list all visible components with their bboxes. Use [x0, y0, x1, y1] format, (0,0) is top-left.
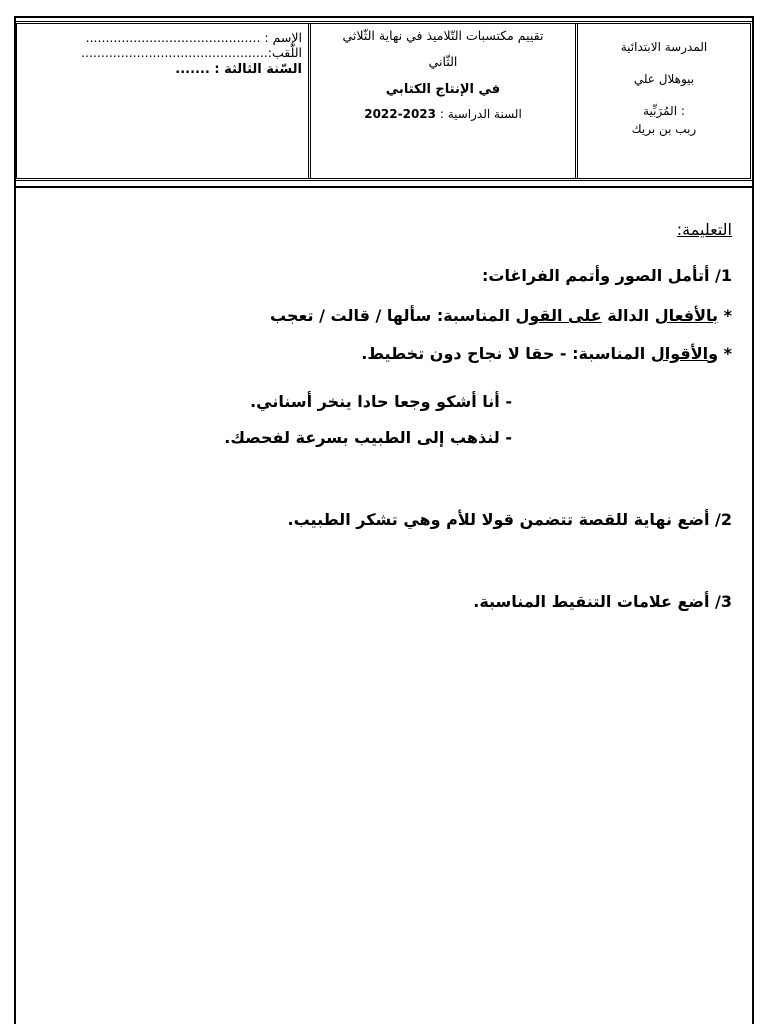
question-1-number: 1/	[715, 266, 732, 285]
question-3-number: 3/	[715, 592, 732, 611]
header-bottom-rule	[14, 186, 753, 188]
school-cell	[575, 24, 750, 178]
student-surname-row	[17, 45, 302, 60]
page-border-top	[14, 16, 753, 18]
verbs-options: المناسبة: سألها / قالت / تعجب	[270, 306, 516, 325]
student-name-label: الإسم :	[260, 30, 302, 45]
title-cell	[308, 24, 575, 178]
student-surname-field[interactable]: ...............................................	[81, 45, 268, 60]
student-cell	[17, 24, 308, 178]
exam-subject: في الإنتاج الكتابي	[385, 82, 501, 97]
verbs-prefix: *	[718, 306, 732, 325]
verbs-mid: الدالة	[601, 306, 655, 325]
school-year	[311, 107, 575, 121]
exam-term: الثّاني	[428, 54, 458, 69]
verbs-underlined-2: على القول	[515, 306, 602, 325]
student-grade-label: السّنة الثالثة :	[209, 62, 302, 77]
question-1	[482, 266, 732, 285]
student-name-field[interactable]: ............................................	[85, 30, 261, 45]
exam-title: تقييم مكتسبات التّلاميذ في نهاية الثّلاثي	[342, 28, 544, 43]
question-2-text: أضع نهاية للقصة تتضمن قولا للأم وهي تشكر الطبيب.	[287, 510, 710, 529]
question-1-sayings-line	[361, 344, 732, 363]
question-3-text: أضع علامات التنقيط المناسبة.	[473, 592, 710, 611]
teacher-name: ربب بن بريك	[631, 122, 697, 136]
sayings-option-3: - لنذهب إلى الطبيب بسرعة لفحصك.	[224, 428, 512, 447]
teacher-label: : المُرَبِّية	[643, 104, 685, 118]
school-year-label: السنة الدراسية :	[436, 107, 522, 121]
header-table	[14, 21, 753, 181]
student-name-row	[17, 30, 302, 45]
question-2	[288, 510, 732, 529]
school-year-value: 2023-2022	[364, 107, 437, 121]
question-1-verbs-line	[270, 306, 732, 325]
sayings-prefix: * و	[708, 344, 732, 363]
question-2-number: 2/	[715, 510, 732, 529]
student-grade-row	[17, 62, 302, 77]
question-3	[473, 592, 732, 611]
school-place: بيوهلال علي	[633, 72, 695, 86]
school-name: المدرسة الابتدائية	[620, 40, 708, 54]
sayings-option-2: - أنا أشكو وجعا حادا ينخر أسناني.	[250, 392, 512, 411]
verbs-underlined-1: بالأفعال	[654, 306, 719, 325]
instruction-heading: التعليمة:	[676, 220, 732, 239]
question-1-text: أتأمل الصور وأتمم الفراغات:	[481, 266, 710, 285]
student-surname-label: اللّقب:	[267, 45, 302, 60]
student-grade-field[interactable]: .......	[175, 62, 210, 77]
sayings-first-option: المناسبة: - حقا لا نجاح دون تخطيط.	[361, 344, 651, 363]
sayings-underlined: الأقوال	[650, 344, 709, 363]
